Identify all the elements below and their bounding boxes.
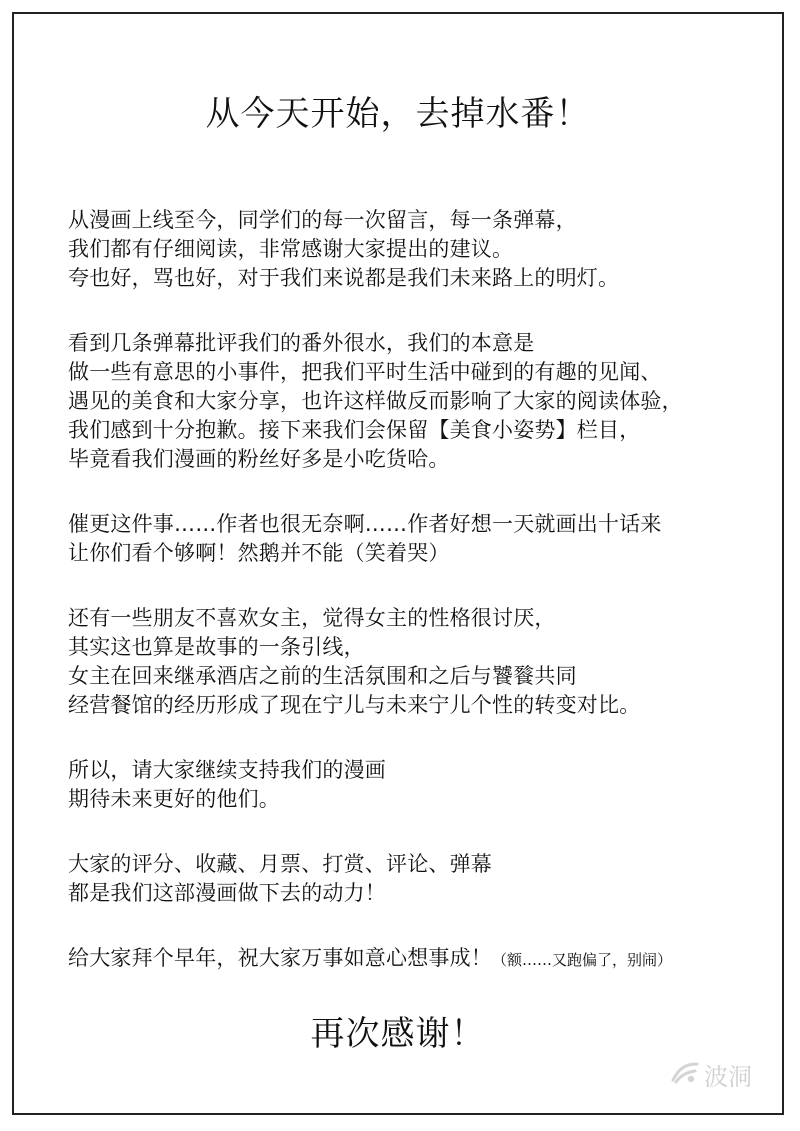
paragraph-line: 做一些有意思的小事件，把我们平时生活中碰到的有趣的见闻、	[68, 360, 662, 384]
new-year-wish: 给大家拜个早年，祝大家万事如意心想事成！	[68, 946, 492, 970]
page-frame	[12, 12, 784, 1115]
closing-thanks: 再次感谢！	[310, 1014, 486, 1054]
paragraph-line: 我们感到十分抱歉。接下来我们会保留【美食小姿势】栏目，	[68, 418, 641, 442]
watermark-text: 波洞	[704, 1062, 752, 1091]
bodong-logo-icon	[670, 1060, 700, 1093]
paragraph-line: 都是我们这部漫画做下去的动力！	[68, 881, 386, 905]
paragraph-line: 看到几条弹幕批评我们的番外很水，我们的本意是	[68, 331, 535, 355]
paragraph-line: 让你们看个够啊！然鹅并不能（笑着哭）	[68, 541, 450, 565]
paragraph-line: 女主在回来继承酒店之前的生活氛围和之后与饕餮共同	[68, 664, 577, 688]
paragraph-line: 期待未来更好的他们。	[68, 787, 280, 811]
paragraph-4	[68, 604, 778, 720]
paragraph-6	[68, 850, 778, 908]
paragraph-line: 毕竟看我们漫画的粉丝好多是小吃货哈。	[68, 447, 450, 471]
page-title: 从今天开始，去掉水番！	[205, 94, 591, 134]
paragraph-line: 我们都有仔细阅读，非常感谢大家提出的建议。	[68, 237, 514, 261]
paragraph-1	[68, 206, 778, 293]
watermark	[670, 1060, 752, 1093]
paragraph-line	[68, 944, 778, 975]
paragraph-line: 其实这也算是故事的一条引线，	[68, 635, 365, 659]
letter-body	[68, 206, 778, 1011]
paragraph-5	[68, 756, 778, 814]
paragraph-line: 经营餐馆的经历形成了现在宁儿与未来宁儿个性的转变对比。	[68, 693, 641, 717]
paragraph-line: 夸也好，骂也好，对于我们来说都是我们未来路上的明灯。	[68, 266, 620, 290]
aside-note: （额……又跑偏了，别闹）	[492, 951, 673, 969]
paragraph-line: 还有一些朋友不喜欢女主，觉得女主的性格很讨厌，	[68, 606, 556, 630]
paragraph-7	[68, 944, 778, 975]
paragraph-2	[68, 329, 778, 474]
paragraph-line: 大家的评分、收藏、月票、打赏、评论、弹幕	[68, 852, 492, 876]
paragraph-line: 遇见的美食和大家分享，也许这样做反而影响了大家的阅读体验，	[68, 389, 683, 413]
paragraph-line: 催更这件事……作者也很无奈啊……作者好想一天就画出十话来	[68, 512, 662, 536]
paragraph-3	[68, 510, 778, 568]
paragraph-line: 从漫画上线至今，同学们的每一次留言，每一条弹幕，	[68, 208, 577, 232]
paragraph-line: 所以，请大家继续支持我们的漫画	[68, 758, 386, 782]
